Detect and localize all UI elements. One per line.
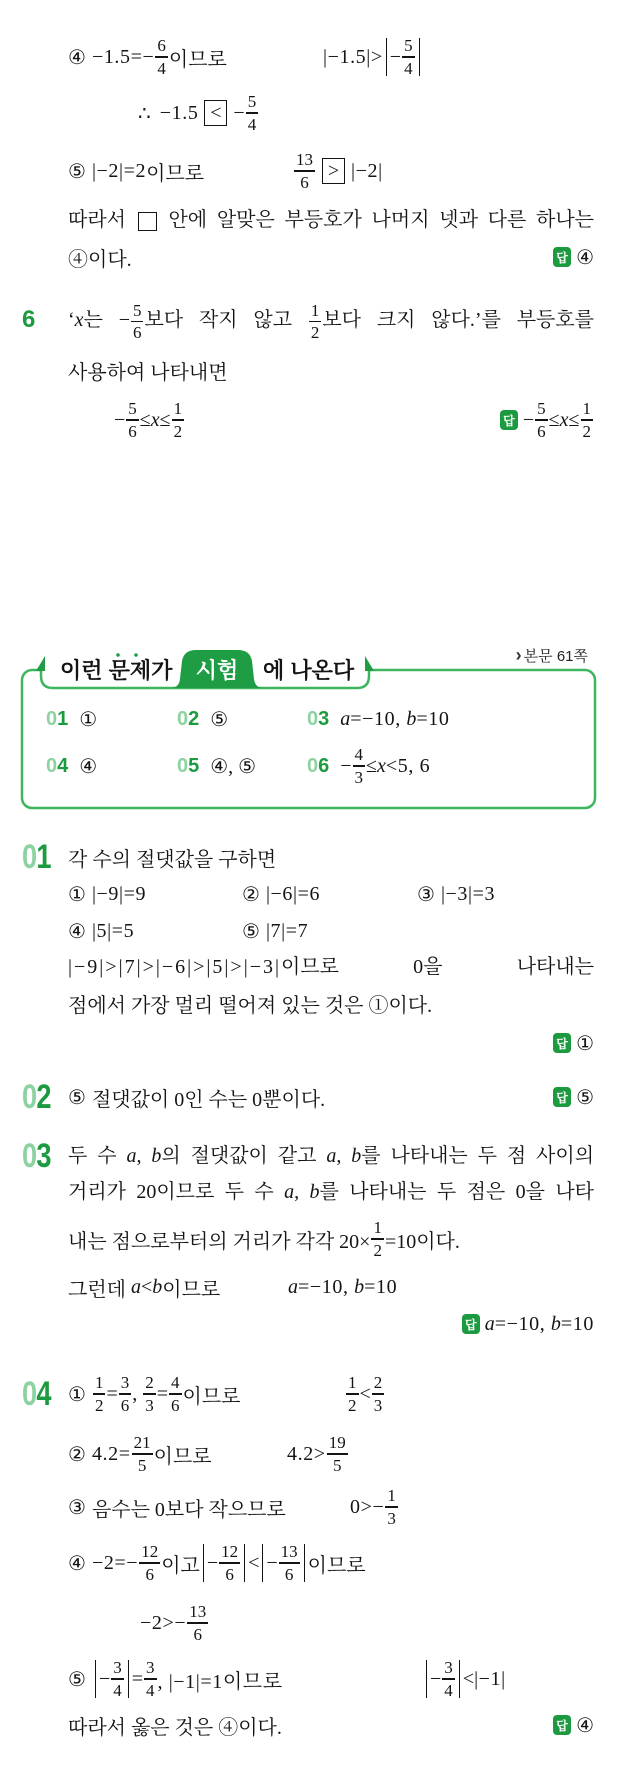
solution-line [68, 348, 228, 392]
choice-marker: ⑤ [68, 1668, 86, 1691]
fraction [131, 302, 144, 341]
le-symbol: ≤ [159, 408, 171, 431]
fraction [144, 1659, 157, 1698]
comparison-expression [293, 149, 383, 193]
numerator: 5 [537, 399, 546, 419]
number-digit: 3 [36, 1136, 51, 1175]
variable: b [152, 1275, 163, 1298]
text: 절댓값이 0인 수는 0뿐이다. [91, 1088, 326, 1111]
answer-badge-icon: 답 [553, 247, 571, 267]
number-prefix: 0 [22, 1077, 37, 1116]
equals-symbol: = [156, 1382, 168, 1405]
numerator: 5 [132, 300, 142, 320]
fraction [219, 1543, 240, 1582]
problem-number [22, 1372, 51, 1416]
text: 를 나타내는 두 점은 0을 나타 [319, 1181, 594, 1203]
math-expression: −2>− [140, 1611, 187, 1634]
denominator: 3 [354, 767, 364, 787]
fraction [402, 37, 415, 76]
variable: a [130, 1275, 141, 1298]
equals-symbol: = [131, 1667, 143, 1690]
box-title-after: 에 나온다 [263, 657, 355, 683]
choice-line-5 [68, 1657, 283, 1701]
solution-line [68, 1265, 220, 1309]
text: 이므로 [307, 1554, 366, 1577]
math-expression: |−9|=9 [91, 882, 147, 905]
variable: x [74, 309, 84, 331]
choice-marker: ④ [68, 1552, 86, 1575]
fraction [294, 151, 315, 190]
text: 보다 작지 않고 [144, 309, 308, 331]
problem-number [22, 1075, 51, 1119]
minus-sign: − [114, 408, 126, 431]
number-digit: 4 [57, 754, 69, 777]
fraction [353, 746, 366, 785]
numerator: 5 [404, 36, 413, 56]
result-expression [288, 1265, 397, 1309]
problem-number [22, 835, 51, 879]
variable: b [406, 707, 417, 730]
denominator: 5 [137, 1455, 147, 1475]
variable: b [351, 1145, 362, 1167]
choice-marker: ③ [417, 883, 435, 906]
absolute-value [426, 1660, 460, 1698]
open-quote: ‘ [68, 309, 75, 331]
number-digit: 3 [318, 707, 330, 730]
le-symbol: ≤ [548, 408, 560, 431]
denominator: 3 [387, 1508, 396, 1528]
variable: a [340, 707, 351, 730]
numerator: 2 [373, 1373, 383, 1393]
box-title-before: 이런 문제가 [60, 657, 173, 683]
text: 그런데 [68, 1278, 131, 1301]
problem-number: 6 [22, 306, 36, 333]
text: 점에서 가장 멀리 떨어져 있는 것은 ①이다. [68, 994, 433, 1017]
numerator: 12 [221, 1542, 239, 1562]
text: 따라서 옳은 것은 ④이다. [68, 1716, 282, 1739]
variable: b [550, 1312, 561, 1335]
fraction [132, 1434, 153, 1473]
numerator: 1 [310, 300, 320, 320]
text: 따라서 [68, 209, 136, 231]
math-expression: |−3|=3 [440, 882, 496, 905]
minus-sign: − [266, 1551, 278, 1574]
fraction [581, 400, 594, 439]
number-prefix: 0 [46, 707, 58, 730]
denominator: 3 [145, 1395, 154, 1415]
empty-box-symbol [138, 212, 157, 231]
item-number [307, 708, 329, 731]
answer-item-05 [177, 744, 256, 788]
absolute-value [203, 1544, 245, 1582]
math-expression: 4.2> [287, 1442, 326, 1465]
solution-line [68, 1170, 594, 1214]
denominator: 4 [157, 58, 166, 78]
text: 이므로 [182, 1385, 241, 1408]
math-expression: 4.2= [91, 1442, 131, 1465]
text: 는 − [83, 309, 130, 331]
text: =10이다. [384, 1230, 460, 1253]
item-number [307, 755, 329, 778]
denominator: 2 [310, 323, 320, 343]
numerator: 3 [146, 1658, 155, 1678]
numerator: 3 [120, 1373, 130, 1393]
answer [553, 1075, 594, 1119]
lt-symbol: < [140, 1275, 153, 1298]
variable: x [377, 754, 386, 777]
answer-badge-icon: 답 [500, 410, 518, 430]
denominator: 4 [113, 1680, 122, 1700]
minus-sign: − [522, 408, 535, 431]
math-expression: 0>− [350, 1495, 385, 1518]
denominator: 2 [373, 1240, 382, 1260]
denominator: 6 [145, 1564, 154, 1584]
number-digit: 1 [57, 707, 69, 730]
variable: a [288, 1275, 298, 1298]
choice-marker: ④ [68, 920, 86, 943]
text: 이고 [161, 1554, 200, 1577]
conclusion-line [68, 1703, 282, 1747]
denominator: 2 [348, 1395, 357, 1415]
text: 음수는 0보다 작으므로 [91, 1498, 286, 1521]
denominator: 6 [132, 323, 142, 343]
numerator: 13 [296, 150, 313, 170]
minus-sign: − [430, 1667, 442, 1690]
math-expression: −1.5 [159, 101, 199, 124]
math-expression: =10 [560, 1312, 594, 1335]
therefore-symbol: ∴ [138, 102, 151, 125]
denominator: 4 [247, 114, 257, 134]
answer-badge-icon: 답 [553, 1087, 571, 1107]
item-number [177, 755, 199, 778]
number-prefix: 0 [22, 837, 37, 876]
numerator: 1 [348, 1373, 357, 1393]
lt-symbol: < [462, 1667, 475, 1690]
item-number [46, 755, 68, 778]
choice-line-3 [68, 1485, 286, 1529]
fraction [442, 1659, 455, 1698]
answer-value: ④ [576, 1714, 594, 1737]
choice-line-2 [68, 1432, 212, 1476]
math-expression: =−10, [298, 1275, 355, 1298]
absolute-value [95, 1660, 129, 1698]
answer-badge-icon: 답 [553, 1715, 571, 1735]
answer-value: ① [79, 708, 98, 731]
denominator: 6 [300, 172, 309, 192]
answer-badge-icon: 답 [553, 1033, 571, 1053]
numerator: 1 [373, 1218, 382, 1238]
variable: b [151, 1145, 162, 1167]
choice-marker: ④ [68, 46, 86, 69]
fraction [187, 1603, 208, 1642]
absolute-value [262, 1544, 304, 1582]
answer-item-04 [46, 744, 97, 788]
denominator: 6 [171, 1395, 180, 1415]
answer-value: ⑤ [210, 708, 229, 731]
math-expression: −2=− [91, 1551, 139, 1574]
comparison-expression [323, 35, 423, 79]
fraction [169, 1374, 182, 1413]
denominator: 5 [332, 1455, 342, 1475]
denominator: 2 [94, 1395, 104, 1415]
denominator: 2 [173, 421, 183, 441]
problem-number [22, 1134, 51, 1178]
answer [553, 1021, 594, 1065]
choice-marker: ⑤ [68, 160, 86, 183]
numerator: 4 [354, 745, 364, 765]
denominator: 4 [404, 58, 413, 78]
fraction [309, 302, 322, 341]
solution-line [68, 1075, 325, 1119]
text: 거리가 20이므로 두 수 [68, 1181, 285, 1203]
solution-line [68, 981, 432, 1025]
text: 내는 점으로부터의 거리가 각각 20× [68, 1230, 371, 1253]
number-prefix: 0 [22, 1374, 37, 1413]
choice-marker: ② [242, 883, 260, 906]
conclusion-line [68, 235, 132, 279]
math-expression: , |−1|=1이므로 [157, 1670, 283, 1693]
numerator: 1 [173, 399, 183, 419]
math-expression: |−6|=6 [265, 882, 321, 905]
minus-sign: − [98, 1667, 111, 1690]
text: 이므로 [162, 1278, 221, 1301]
fraction [371, 1219, 384, 1258]
number-digit: 5 [188, 754, 200, 777]
answer-badge-icon: 답 [462, 1314, 480, 1334]
choice-marker: ① [68, 1383, 86, 1406]
numerator: 12 [141, 1542, 159, 1562]
text: 이므로 0을 나타내는 [281, 956, 594, 978]
math-expression: |5|=5 [91, 919, 135, 942]
denominator: 6 [225, 1564, 234, 1584]
fraction [327, 1434, 348, 1473]
denominator: 6 [128, 421, 137, 441]
fraction [139, 1543, 160, 1582]
numerator: 1 [582, 399, 591, 419]
text: 사용하여 나타내면 [68, 361, 228, 384]
denominator: 4 [146, 1680, 155, 1700]
number-prefix: 0 [307, 754, 319, 777]
fraction [279, 1543, 300, 1582]
number-digit: 2 [36, 1077, 51, 1116]
item-number [46, 708, 68, 731]
math-expression: |−9|>|7|>|−6|>|5|>|−3| [68, 956, 281, 978]
minus-sign: − [206, 1551, 219, 1574]
numerator: 13 [280, 1542, 298, 1562]
fraction [385, 1487, 398, 1526]
fraction [111, 1659, 124, 1698]
comma: , [336, 1145, 352, 1167]
denominator: 2 [582, 421, 591, 441]
boxed-inequality: < [204, 100, 227, 126]
minus-sign: − [340, 754, 352, 777]
numerator: 3 [444, 1658, 453, 1678]
math-expression: −1.5=− [91, 45, 155, 68]
minus-sign: − [389, 45, 402, 68]
solution-line [68, 1217, 460, 1261]
numerator: 3 [113, 1658, 122, 1678]
tab-flag-right-icon [365, 656, 374, 671]
fraction [93, 1374, 106, 1413]
inequality-result [114, 398, 185, 442]
answer [553, 1703, 594, 1747]
math-expression: |−2| [351, 159, 383, 182]
le-symbol: ≤ [366, 754, 378, 777]
numerator: 21 [133, 1433, 151, 1453]
math-expression: <5, 6 [385, 754, 431, 777]
text: 이므로 [146, 162, 205, 185]
solution-line-choice-4 [68, 35, 227, 79]
variable: a [284, 1181, 295, 1203]
fraction [119, 1374, 132, 1413]
numerator: 6 [157, 36, 166, 56]
number-prefix: 0 [22, 1136, 37, 1175]
fraction [126, 400, 139, 439]
choice-line-4 [68, 1541, 366, 1585]
solution-line [68, 298, 594, 342]
variable: b [309, 1181, 320, 1203]
equals-symbol: = [106, 1382, 118, 1405]
numerator: 2 [145, 1373, 154, 1393]
answer-value: ① [576, 1032, 594, 1055]
fraction [372, 1374, 385, 1413]
denominator: 6 [284, 1564, 294, 1584]
text: 안에 알맞은 부등호가 나머지 넷과 다른 하나는 [158, 209, 594, 231]
number-prefix: 0 [307, 707, 319, 730]
math-expression: |−2|=2 [91, 159, 147, 182]
page-reference-text: 본문 61쪽 [523, 647, 588, 665]
fraction [143, 1374, 156, 1413]
variable: a [126, 1145, 137, 1167]
le-symbol: ≤ [139, 408, 151, 431]
math-expression: |−1| [474, 1667, 506, 1690]
number-digit: 2 [188, 707, 200, 730]
text: 이므로 [168, 48, 227, 71]
answer-item-02 [177, 697, 228, 741]
answer-value: ④ [79, 755, 98, 778]
item-number [177, 708, 199, 731]
math-expression: |7|=7 [265, 919, 309, 942]
number-digit: 6 [318, 754, 330, 777]
answer-item-06 [307, 744, 430, 788]
number-prefix: 0 [46, 754, 58, 777]
answer-value: ④, ⑤ [210, 755, 257, 778]
denominator: 3 [373, 1395, 383, 1415]
fraction [246, 93, 259, 132]
answer-item-03 [307, 697, 450, 741]
variable: x [559, 408, 569, 431]
math-expression: =10 [364, 1275, 398, 1298]
conclusion-line [68, 198, 594, 242]
text: 의 절댓값이 같고 [161, 1145, 327, 1167]
text: 이므로 [153, 1445, 212, 1468]
comparison-expression [140, 1601, 209, 1645]
answer [462, 1302, 594, 1346]
numerator: 4 [171, 1373, 180, 1393]
box-title-highlight: 시험 [195, 657, 239, 683]
variable: x [150, 408, 160, 431]
minus-sign: − [233, 101, 245, 124]
lt-symbol: < [359, 1382, 371, 1405]
le-symbol: ≤ [568, 408, 580, 431]
variable: a [484, 1312, 495, 1335]
comparison-expression [423, 1657, 506, 1701]
numerator: 13 [189, 1602, 207, 1622]
boxed-inequality: > [322, 158, 345, 184]
math-expression: =−10, [494, 1312, 551, 1335]
choice-marker: ① [68, 883, 86, 906]
answer-value: ④ [576, 246, 594, 269]
denominator: 6 [193, 1624, 202, 1644]
denominator: 6 [537, 421, 546, 441]
choice-marker: ⑤ [242, 920, 260, 943]
answer-item-01 [46, 697, 97, 741]
comparison-expression [350, 1485, 399, 1529]
math-expression: =10 [416, 707, 450, 730]
math-expression: |−1.5|> [323, 45, 383, 68]
choice-line-1 [68, 1372, 240, 1416]
variable: b [354, 1275, 365, 1298]
comma: , [294, 1181, 310, 1203]
comparison-expression [287, 1432, 349, 1476]
comma: , [132, 1382, 143, 1405]
choice-marker: ③ [68, 1496, 86, 1519]
choice-marker: ⑤ [68, 1086, 86, 1109]
chevron-right-icon: › [515, 644, 522, 665]
numerator: 5 [247, 92, 257, 112]
fraction [155, 37, 168, 76]
denominator: 6 [120, 1395, 130, 1415]
number-digit: 4 [36, 1374, 51, 1413]
number-digit: 1 [36, 837, 51, 876]
fraction [535, 400, 548, 439]
solution-line-choice-5 [68, 149, 204, 193]
text: 각 수의 절댓값을 구하면 [68, 848, 277, 871]
numerator: 1 [387, 1486, 396, 1506]
fraction [172, 400, 185, 439]
denominator: 4 [444, 1680, 453, 1700]
therefore-line [138, 91, 259, 135]
fraction [346, 1374, 359, 1413]
math-expression: =−10, [350, 707, 407, 730]
answer-value: ⑤ [576, 1086, 594, 1109]
text: 를 나타내는 두 점 사이의 [361, 1145, 595, 1167]
number-prefix: 0 [177, 754, 189, 777]
choice-marker: ② [68, 1443, 86, 1466]
text: 보다 크지 않다.’를 부등호를 [322, 309, 594, 331]
variable: a [326, 1145, 337, 1167]
text: ④이다. [68, 248, 132, 271]
numerator: 19 [328, 1433, 346, 1453]
comma: , [136, 1145, 152, 1167]
comparison-expression [345, 1372, 385, 1416]
lt-symbol: < [248, 1551, 260, 1574]
choice-item-3 [417, 872, 495, 916]
absolute-value [386, 38, 420, 76]
answer [500, 398, 594, 442]
numerator: 5 [128, 399, 137, 419]
text: 두 수 [68, 1145, 127, 1167]
numerator: 1 [94, 1373, 104, 1393]
answer [553, 235, 594, 279]
number-prefix: 0 [177, 707, 189, 730]
